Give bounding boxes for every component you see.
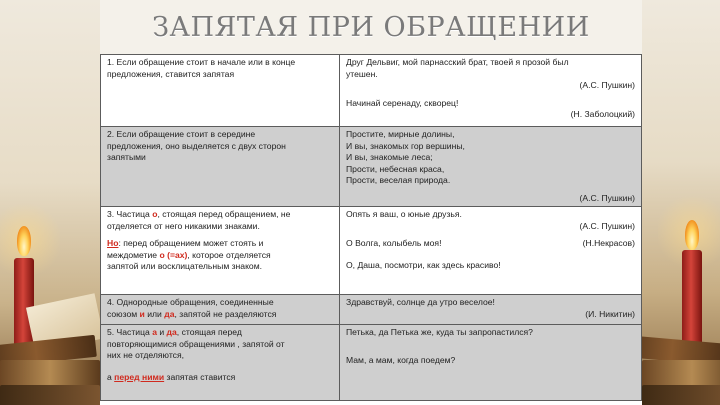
rule-text: 5. Частица <box>107 327 153 337</box>
example-cell <box>340 325 642 401</box>
rule-text: , запятой не разделяются <box>174 308 277 319</box>
example-text: Здравствуй, солнце да утро веселое! <box>346 297 495 307</box>
candle-flame-icon <box>17 226 31 256</box>
candle-flame-icon <box>685 220 699 250</box>
example-source: (И. Никитин) <box>585 308 635 319</box>
highlight-text: о <box>152 209 158 219</box>
rule-text: предложения, оно выделяется с двух сторон <box>107 140 286 151</box>
example-cell <box>340 55 642 127</box>
candle-icon <box>14 258 34 350</box>
rule-cell <box>101 127 340 207</box>
rule-text: запятая ставится <box>164 371 236 382</box>
rule-text: или <box>144 308 165 319</box>
rule-text: : перед обращением может стоять и <box>118 238 264 248</box>
right-decoration <box>642 0 720 405</box>
candle-icon <box>682 250 702 350</box>
rule-text: отделяется от него никакими знаками. <box>107 220 260 231</box>
rules-table <box>100 54 642 401</box>
rule-text: 1. Если обращение стоит в начале или в конце <box>107 57 296 67</box>
rule-text: и <box>156 327 167 337</box>
rule-text: междометие <box>107 249 160 260</box>
highlight-text: да <box>166 327 177 337</box>
left-decoration <box>0 0 100 405</box>
rule-text: , стоящая перед <box>176 327 242 337</box>
slide-title: ЗАПЯТАЯ ПРИ ОБРАЩЕНИИ <box>152 12 590 43</box>
rule-text: запятой или восклицательным знаком. <box>107 261 263 271</box>
example-source: (Н.Некрасов) <box>582 238 635 248</box>
example-source: (А.С. Пушкин) <box>579 192 635 203</box>
example-text: Простите, мирные долины, <box>346 129 455 139</box>
example-source: (Н. Заболоцкий) <box>570 109 635 119</box>
rule-cell <box>101 55 340 127</box>
table-row <box>101 55 642 127</box>
example-text: Друг Дельвиг, мой парнасский брат, твоей я прозой был <box>346 57 569 67</box>
rule-text: 2. Если обращение стоит в середине <box>107 129 256 139</box>
highlight-text: и <box>139 308 145 319</box>
example-cell <box>340 207 642 295</box>
example-text: И вы, знакомые леса; <box>346 152 433 162</box>
example-cell <box>340 295 642 325</box>
table-row <box>101 207 642 295</box>
highlight-text: да <box>164 308 175 319</box>
example-text: Прости, веселая природа. <box>346 175 451 185</box>
rule-text: а <box>107 371 115 382</box>
rule-cell <box>101 207 340 295</box>
rules-sheet <box>100 54 642 405</box>
rule-text: 3. Частица <box>107 209 153 219</box>
rule-text: союзом <box>107 308 140 319</box>
rule-cell <box>101 325 340 401</box>
rule-text: , которое отделяется <box>187 249 271 260</box>
rule-text: 4. Однородные обращения, соединенные <box>107 297 274 307</box>
table-row <box>101 127 642 207</box>
rule-cell <box>101 295 340 325</box>
example-text: Петька, да Петька же, куда ты запропастился? <box>346 327 533 337</box>
highlight-text: Но <box>107 238 119 248</box>
table-row <box>101 325 642 401</box>
example-text: И вы, знакомых гор вершины, <box>346 140 465 151</box>
example-text: утешен. <box>346 68 378 79</box>
example-text: Мам, а мам, когда поедем? <box>346 354 456 365</box>
highlight-text: а <box>152 327 157 337</box>
book-icon <box>0 385 100 405</box>
rule-text: , стоящая перед обращением, не <box>157 209 291 219</box>
table-row <box>101 295 642 325</box>
example-text: Прости, небесная краса, <box>346 163 445 174</box>
example-text: Опять я ваш, о юные друзья. <box>346 209 462 219</box>
example-cell <box>340 127 642 207</box>
example-text: Начинай серенаду, скворец! <box>346 97 459 108</box>
example-text: О Волга, колыбель моя! <box>346 238 442 248</box>
book-icon <box>642 385 720 405</box>
example-source: (А.С. Пушкин) <box>579 80 635 90</box>
rule-text: повторяющимися обращениями , запятой от <box>107 338 285 349</box>
rule-text: предложения, ставится запятая <box>107 68 235 79</box>
highlight-text: о (=ах) <box>159 249 188 260</box>
rule-text: них не отделяются, <box>107 350 184 360</box>
rule-text: запятыми <box>107 152 146 162</box>
example-text: О, Даша, посмотри, как здесь красиво! <box>346 259 501 270</box>
highlight-text: перед ними <box>114 371 165 382</box>
example-source: (А.С. Пушкин) <box>579 220 635 231</box>
